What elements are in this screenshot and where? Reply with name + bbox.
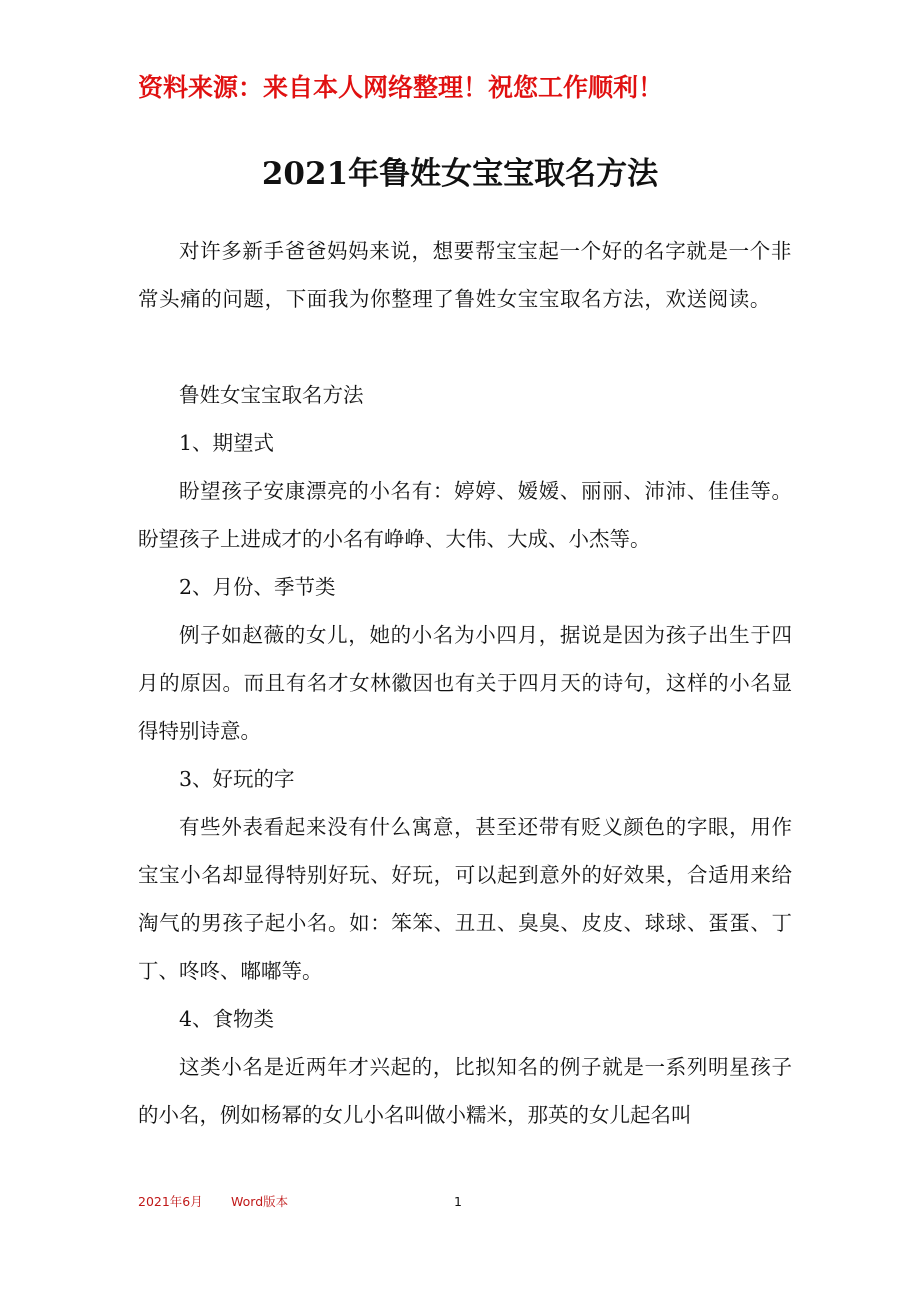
method-text-2: 例子如赵薇的女儿，她的小名为小四月，据说是因为孩子出生于四月的原因。而且有名才女林徽因也有关于四月天的诗句，这样的小名显得特别诗意。 xyxy=(138,623,792,743)
method-heading-3: 3、好玩的字 xyxy=(179,767,295,791)
method-text-3: 有些外表看起来没有什么寓意，甚至还带有贬义颜色的字眼，用作宝宝小名却显得特别好玩、好玩，可以起到意外的好效果，合适用来给淘气的男孩子起小名。如：笨笨、丑丑、臭臭、皮皮、球球、蛋蛋、丁丁、咚咚、嘟嘟等。 xyxy=(138,815,792,983)
source-banner: 资料来源：来自本人网络整理！祝您工作顺利！ xyxy=(138,73,664,102)
method-text-1: 盼望孩子安康漂亮的小名有：婷婷、嫒嫒、丽丽、沛沛、佳佳等。盼望孩子上进成才的小名有峥峥、大伟、大成、小杰等。 xyxy=(138,479,792,551)
method-text-4: 这类小名是近两年才兴起的，比拟知名的例子就是一系列明星孩子的小名，例如杨幂的女儿小名叫做小糯米，那英的女儿起名叫 xyxy=(138,1055,792,1127)
document-title: 2021年鲁姓女宝宝取名方法 xyxy=(261,156,659,192)
page-footer xyxy=(138,1190,792,1214)
paragraph-spacer xyxy=(138,323,792,371)
method-heading-4: 4、食物类 xyxy=(179,1007,275,1031)
section-heading: 鲁姓女宝宝取名方法 xyxy=(179,383,364,407)
document-body xyxy=(138,227,792,1139)
method-heading-2: 2、月份、季节类 xyxy=(179,575,336,599)
paragraph-intro: 对许多新手爸爸妈妈来说，想要帮宝宝起一个好的名字就是一个非常头痛的问题，下面我为你整理了鲁姓女宝宝取名方法，欢送阅读。 xyxy=(138,239,792,311)
method-heading-1: 1、期望式 xyxy=(179,431,275,455)
footer-date: 2021年6月 xyxy=(138,1194,203,1209)
footer-version: Word版本 xyxy=(231,1194,289,1209)
page-number: 1 xyxy=(454,1194,462,1209)
